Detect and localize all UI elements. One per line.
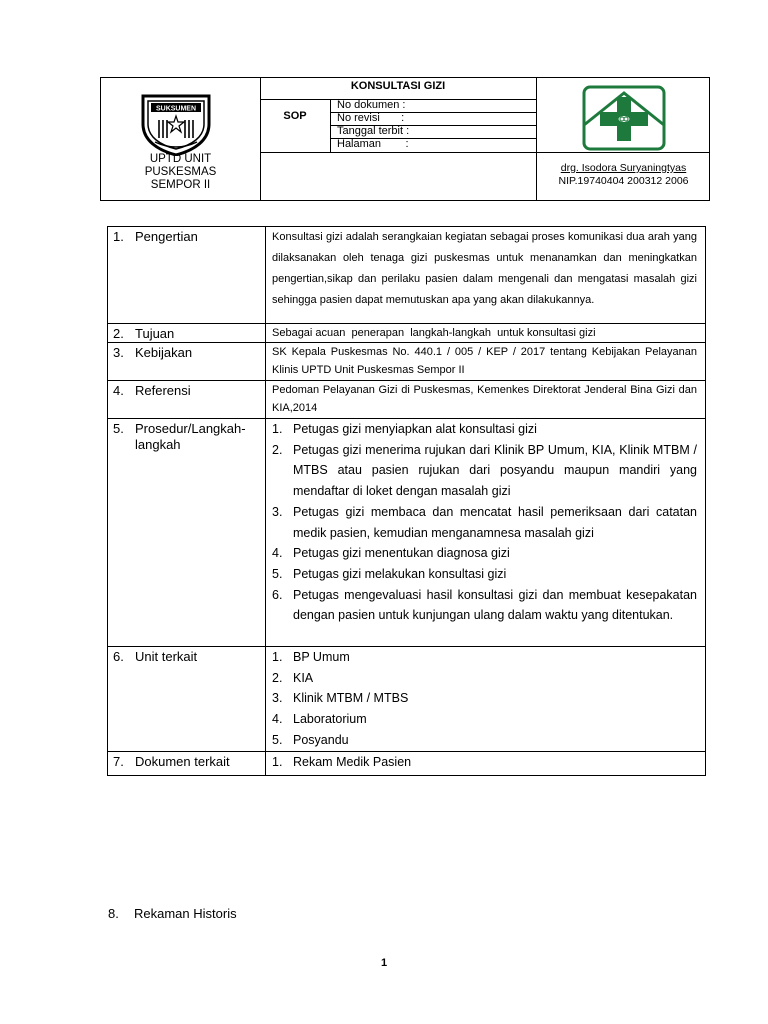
list-item	[272, 440, 697, 502]
list-item	[272, 668, 697, 689]
item-text: KIA	[293, 670, 314, 685]
section-number: 7.	[113, 753, 124, 769]
list-item	[272, 730, 697, 751]
section-row	[108, 343, 706, 381]
section-number: 3.	[113, 345, 124, 360]
header-divider	[260, 152, 710, 153]
section-text: Pedoman Pelayanan Gizi di Puskesmas, Kemenkes Direktorat Jenderal Bina Gizi dan KIA,2014	[272, 384, 697, 414]
item-number: 1.	[272, 650, 283, 664]
section-content	[266, 381, 706, 419]
org-line: UPTD UNIT	[149, 153, 212, 165]
section-key	[108, 751, 266, 775]
section-text: Sebagai acuan penerapan langkah-langkah untuk konsultasi gizi	[272, 327, 596, 339]
section-text: SK Kepala Puskesmas No. 440.1 / 005 / KEP / 2017 tentang Kebijakan Pelayanan Klinis UPTD Unit Puskesmas Sempor II	[272, 346, 697, 376]
signer-nip: NIP.19740404 200312 2006	[558, 175, 689, 187]
historical-record-heading	[108, 906, 237, 922]
puskesmas-logo	[582, 85, 666, 151]
section-number: 5.	[113, 421, 124, 436]
procedure-steps	[272, 419, 697, 626]
section-number: 8.	[108, 906, 119, 921]
item-number: 2.	[272, 442, 283, 457]
section-number: 4.	[113, 383, 124, 398]
section-key	[108, 381, 266, 419]
revision-field: No revisi :	[337, 112, 405, 124]
section-number: 2.	[113, 326, 124, 341]
section-row	[108, 647, 706, 752]
page-number: 1	[380, 957, 388, 969]
item-text: Petugas gizi melakukan konsultasi gizi	[293, 566, 507, 581]
item-text: Petugas mengevaluasi hasil konsultasi gizi dan membuat kesepakatan dengan pasien untuk kunjungan ulang dalam waktu yang ditentukan.	[293, 587, 697, 623]
item-number: 3.	[272, 504, 283, 519]
item-number: 2.	[272, 670, 283, 685]
section-content	[266, 227, 706, 324]
regency-crest-logo	[139, 94, 213, 156]
section-content	[266, 751, 706, 775]
list-item	[272, 564, 697, 585]
section-content	[266, 343, 706, 381]
sop-label: SOP	[283, 110, 307, 122]
section-text: Konsultasi gizi adalah serangkaian kegiatan sebagai proses komunikasi dua arah yang dilaksanakan oleh tenaga gizi puskesmas untuk menanamkan dan meningkatkan pengertian,sikap dan perilaku pasien dalam mengenali dan mengatasi masalah gizi sehingga pasien dapat memutuskan apa yang akan dilakukannya.	[272, 231, 697, 306]
section-row	[108, 227, 706, 324]
section-row	[108, 419, 706, 647]
item-text: Petugas gizi menerima rujukan dari Klinik BP Umum, KIA, Klinik MTBM / MTBS atau pasien rujukan dari posyandu maupun mandiri yang mendaftar di loket dengan masalah gizi	[293, 442, 697, 499]
section-label: Referensi	[135, 383, 191, 398]
list-item	[272, 752, 697, 773]
list-item	[272, 709, 697, 730]
item-text: Rekam Medik Pasien	[293, 754, 412, 769]
section-label: Kebijakan	[135, 345, 193, 360]
section-key	[108, 227, 266, 324]
section-key	[108, 343, 266, 381]
item-number: 5.	[272, 732, 283, 747]
document-title: KONSULTASI GIZI	[350, 80, 446, 92]
sop-content-table	[107, 226, 706, 776]
section-content	[266, 647, 706, 752]
related-documents-list	[272, 752, 697, 773]
doc-number-field: No dokumen :	[337, 99, 406, 111]
item-text: Petugas gizi menyiapkan alat konsultasi gizi	[293, 422, 537, 436]
item-text: Petugas gizi menentukan diagnosa gizi	[293, 546, 510, 561]
section-content	[266, 419, 706, 647]
list-item	[272, 688, 697, 709]
section-number: 1.	[113, 229, 124, 244]
organization-name	[101, 153, 260, 192]
section-row	[108, 381, 706, 419]
signer-name: drg. Isodora Suryaningtyas	[560, 162, 687, 174]
section-label: Tujuan	[135, 326, 175, 341]
section-label: Dokumen terkait	[135, 753, 230, 769]
issue-date-field: Tanggal terbit :	[337, 125, 410, 137]
list-item	[272, 543, 697, 564]
related-units-list	[272, 647, 697, 751]
list-item	[272, 585, 697, 626]
section-row	[108, 751, 706, 775]
section-label: Unit terkait	[135, 649, 198, 664]
org-line: PUSKESMAS	[144, 166, 217, 178]
section-label: Pengertian	[135, 229, 198, 244]
section-key	[108, 647, 266, 752]
item-number: 5.	[272, 566, 283, 581]
item-text: Posyandu	[293, 732, 349, 747]
item-number: 4.	[272, 546, 283, 561]
section-label: Prosedur/Langkah-langkah	[135, 421, 246, 452]
item-number: 4.	[272, 712, 283, 727]
list-item	[272, 647, 697, 668]
item-text: Petugas gizi membaca dan mencatat hasil pemeriksaan dari catatan medik pasien, kemudian menganamnesa masalah gizi	[293, 504, 697, 540]
section-number: 6.	[113, 649, 124, 664]
org-line: SEMPOR II	[150, 179, 211, 191]
section-key	[108, 419, 266, 647]
section-key	[108, 324, 266, 343]
list-item	[272, 419, 697, 440]
list-item	[272, 502, 697, 543]
item-text: Klinik MTBM / MTBS	[293, 691, 409, 706]
item-number: 6.	[272, 587, 283, 602]
crest-lettering: SUKSUMEN	[155, 105, 197, 113]
page-field: Halaman :	[337, 138, 409, 150]
item-number: 1.	[272, 754, 283, 769]
item-number: 1.	[272, 422, 283, 436]
item-number: 3.	[272, 691, 283, 706]
section-row	[108, 324, 706, 343]
section-content	[266, 324, 706, 343]
sop-header-table	[100, 77, 710, 201]
item-text: BP Umum	[293, 650, 350, 664]
header-divider	[260, 78, 261, 200]
item-text: Laboratorium	[293, 712, 367, 727]
section-label: Rekaman Historis	[134, 906, 237, 921]
